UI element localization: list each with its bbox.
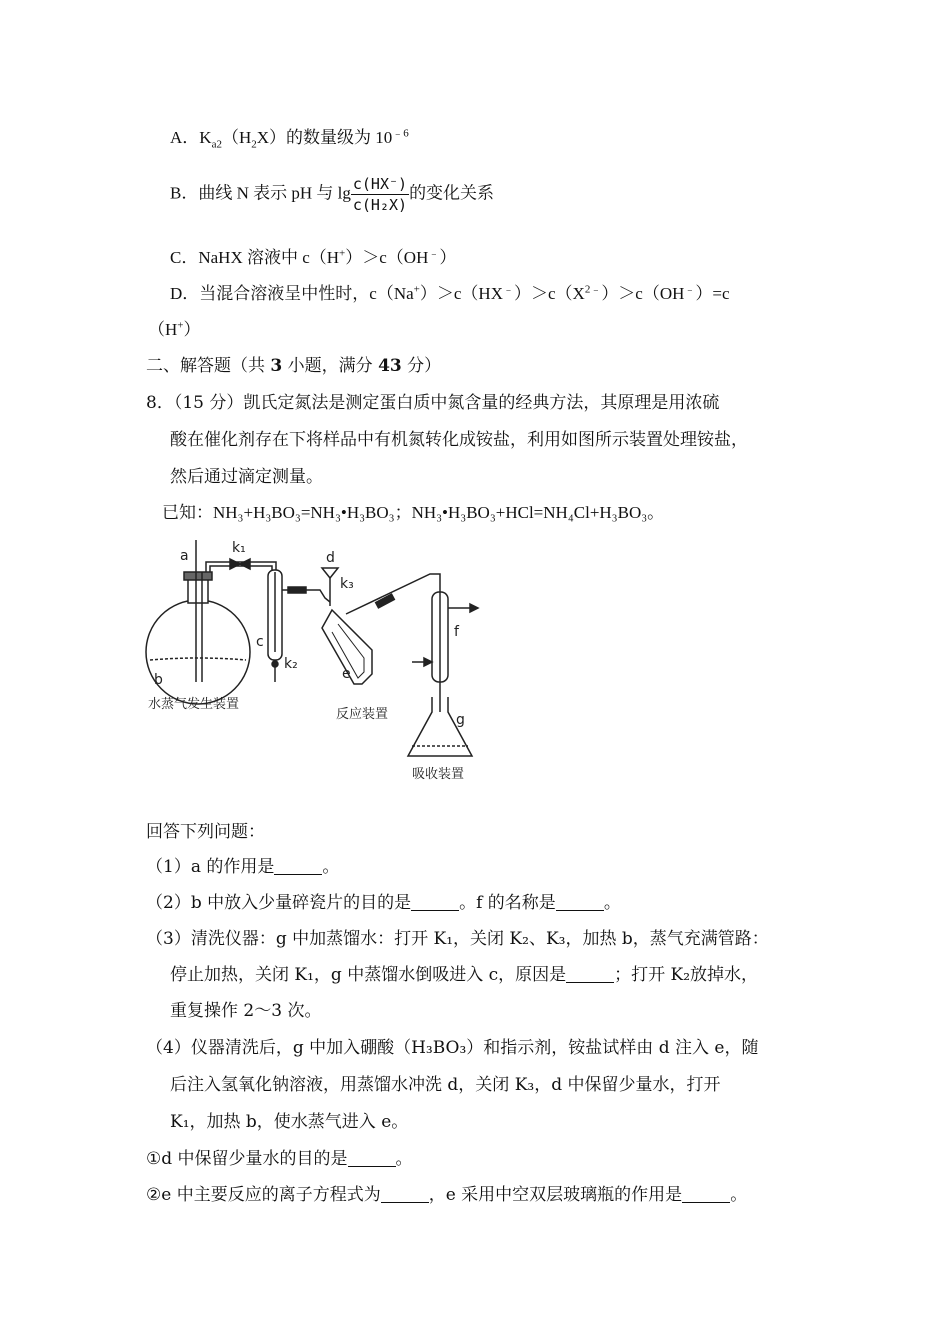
q3-line3: 重复操作 2～3 次。 bbox=[170, 1001, 322, 1021]
option-d-continued: （H+） bbox=[148, 319, 201, 339]
apparatus-diagram bbox=[140, 532, 560, 788]
option-d: D．当混合溶液呈中性时，$c(Na^+)>c(HX^﹣)>c(X^{2﹣})>c(OH^﹣)=c$ bbox=[170, 283, 730, 303]
answer-blank[interactable] bbox=[348, 1150, 396, 1167]
q8-line1: 8．（15 分）凯氏定氮法是测定蛋白质中氮含量的经典方法，其原理是用浓硫 bbox=[146, 393, 720, 413]
label-k3: k₃ bbox=[340, 576, 354, 592]
q2: （2）b 中放入少量碎瓷片的目的是 。f 的名称是 。 bbox=[146, 893, 621, 913]
option-b: B．曲线 N 表示 pH 与 lg $\frac{c(HX^-)}{\text{c(H₂X)}}$ 的变化关系 bbox=[170, 175, 495, 214]
answer-blank[interactable] bbox=[411, 894, 459, 911]
q1: （1）a 的作用是 。 bbox=[146, 857, 340, 877]
q4-sub1: ①d 中保留少量水的目的是 。 bbox=[146, 1149, 413, 1169]
label-k2: k₂ bbox=[284, 656, 298, 672]
section-heading: 二、解答题（共 3 小题，满分 43 分） bbox=[146, 356, 442, 376]
q4-sub2: ②e 中主要反应的离子方程式为 ，e 采用中空双层玻璃瓶的作用是 。 bbox=[146, 1185, 748, 1205]
label-e: e bbox=[342, 666, 351, 682]
answer-blank[interactable] bbox=[682, 1186, 730, 1203]
answers-intro: 回答下列问题： bbox=[146, 822, 265, 842]
q8-line2: 酸在催化剂存在下将样品中有机氮转化成铵盐，利用如图所示装置处理铵盐， bbox=[170, 430, 748, 450]
q4-line1: （4）仪器清洗后，g 中加入硼酸（H₃BO₃）和指示剂，铵盐试样由 d 注入 e，随 bbox=[146, 1038, 759, 1058]
label-f: f bbox=[454, 624, 459, 640]
flask-neck bbox=[188, 577, 208, 603]
answer-blank[interactable] bbox=[274, 858, 322, 875]
option-c: C．NaHX 溶液中 c（H+）＞c（OH﹣） bbox=[170, 247, 457, 267]
label-a: a bbox=[180, 548, 189, 564]
label-c: c bbox=[256, 634, 264, 650]
caption-steam: 水蒸气发生装置 bbox=[148, 697, 240, 712]
round-flask bbox=[146, 600, 250, 704]
q4-line2: 后注入氢氧化钠溶液，用蒸馏水冲洗 d，关闭 K₃，d 中保留少量水，打开 bbox=[170, 1075, 721, 1095]
q3-line1: （3）清洗仪器：g 中加蒸馏水：打开 K₁，关闭 K₂、K₃，加热 b，蒸气充满管路： bbox=[146, 929, 769, 949]
valve-k2 bbox=[272, 661, 278, 667]
label-b: b bbox=[154, 672, 163, 688]
water-level bbox=[150, 658, 246, 660]
caption-reaction: 反应装置 bbox=[336, 707, 389, 722]
answer-blank[interactable] bbox=[556, 894, 604, 911]
caption-absorb: 吸收装置 bbox=[412, 767, 465, 782]
q3-line2: 停止加热，关闭 K₁，g 中蒸馏水倒吸进入 c，原因是 ；打开 K₂放掉水， bbox=[170, 965, 759, 985]
answer-blank[interactable] bbox=[566, 966, 614, 983]
q4-line3: K₁，加热 b，使水蒸气进入 e。 bbox=[170, 1112, 409, 1132]
answer-blank[interactable] bbox=[381, 1186, 429, 1203]
q8-line3: 然后通过滴定测量。 bbox=[170, 467, 323, 487]
label-d: d bbox=[326, 550, 335, 566]
label-g: g bbox=[456, 712, 465, 728]
q8-known: 已知：NH₃+H₃BO₃=NH₃•H₃BO₃；NH₃•H₃BO₃+HCl=NH₄Cl+H₃BO₃。 bbox=[162, 503, 665, 522]
fraction: $\frac{c(HX^-)}{\text{c(H₂X)}}$ bbox=[352, 175, 408, 214]
stopper bbox=[184, 572, 212, 580]
option-a: A．$K_{a2}(H_2X)$的数量级为 $10^{﹣6}$ bbox=[170, 127, 409, 151]
label-k1: k₁ bbox=[232, 540, 246, 556]
